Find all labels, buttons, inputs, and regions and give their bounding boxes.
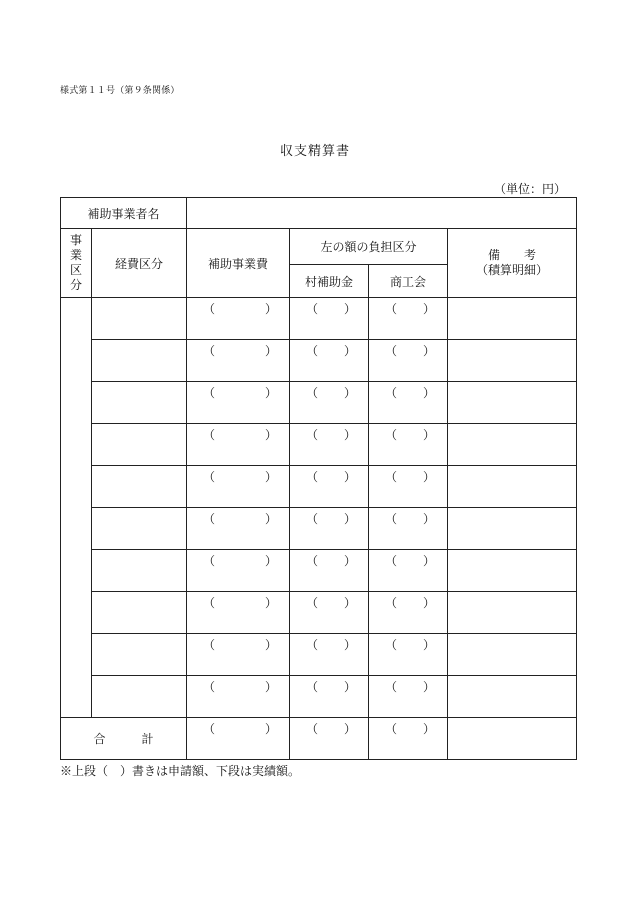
- project-cost-cell[interactable]: [187, 508, 290, 550]
- total-chamber-cell[interactable]: [369, 718, 448, 760]
- close-paren: ）: [264, 596, 277, 610]
- village-subsidy-cell[interactable]: [290, 340, 369, 382]
- open-paren: （: [203, 638, 216, 652]
- open-paren: （: [203, 512, 216, 526]
- table-row: [61, 550, 577, 592]
- open-paren: （: [306, 470, 319, 484]
- remarks-cell[interactable]: [448, 634, 577, 676]
- village-subsidy-cell[interactable]: [290, 676, 369, 718]
- project-cost-cell[interactable]: [187, 424, 290, 466]
- remarks-cell[interactable]: [448, 340, 577, 382]
- expense-header: 経費区分: [92, 229, 187, 298]
- total-row: [61, 718, 577, 760]
- open-paren: （: [385, 344, 398, 358]
- category-header-text: 事 業 区 分: [69, 233, 82, 292]
- open-paren: （: [203, 302, 216, 316]
- open-paren: （: [306, 302, 319, 316]
- close-paren: ）: [264, 680, 277, 694]
- expense-cell[interactable]: [92, 298, 187, 340]
- table-row: [61, 382, 577, 424]
- close-paren: ）: [264, 344, 277, 358]
- applicant-input[interactable]: [187, 198, 577, 229]
- chamber-cell[interactable]: [369, 592, 448, 634]
- chamber-cell[interactable]: [369, 508, 448, 550]
- village-subsidy-cell[interactable]: [290, 424, 369, 466]
- chamber-cell[interactable]: [369, 424, 448, 466]
- open-paren: （: [203, 386, 216, 400]
- close-paren: ）: [343, 554, 356, 568]
- close-paren: ）: [422, 470, 435, 484]
- close-paren: ）: [422, 596, 435, 610]
- open-paren: （: [385, 470, 398, 484]
- village-subsidy-cell[interactable]: [290, 298, 369, 340]
- remarks-cell[interactable]: [448, 676, 577, 718]
- open-paren: （: [385, 302, 398, 316]
- open-paren: （: [385, 554, 398, 568]
- close-paren: ）: [264, 302, 277, 316]
- close-paren: ）: [264, 638, 277, 652]
- category-cell[interactable]: [61, 298, 92, 718]
- remarks-cell[interactable]: [448, 550, 577, 592]
- project-cost-header: 補助事業費: [187, 229, 290, 298]
- close-paren: ）: [264, 512, 277, 526]
- expense-cell[interactable]: [92, 592, 187, 634]
- chamber-cell[interactable]: [369, 298, 448, 340]
- close-paren: ）: [264, 470, 277, 484]
- table-row: [61, 592, 577, 634]
- village-subsidy-header: 村補助金: [290, 265, 369, 298]
- total-remarks-cell[interactable]: [448, 718, 577, 760]
- remarks-cell[interactable]: [448, 466, 577, 508]
- close-paren: ）: [343, 470, 356, 484]
- category-header: [61, 229, 92, 298]
- close-paren: ）: [343, 638, 356, 652]
- close-paren: ）: [343, 680, 356, 694]
- close-paren: ）: [422, 344, 435, 358]
- table-row: [61, 634, 577, 676]
- open-paren: （: [306, 386, 319, 400]
- project-cost-cell[interactable]: [187, 466, 290, 508]
- village-subsidy-cell[interactable]: [290, 592, 369, 634]
- open-paren: （: [203, 596, 216, 610]
- expense-cell[interactable]: [92, 550, 187, 592]
- project-cost-cell[interactable]: [187, 298, 290, 340]
- project-cost-cell[interactable]: [187, 340, 290, 382]
- close-paren: ）: [422, 512, 435, 526]
- close-paren: ）: [422, 722, 435, 736]
- project-cost-cell[interactable]: [187, 676, 290, 718]
- village-subsidy-cell[interactable]: [290, 508, 369, 550]
- close-paren: ）: [343, 512, 356, 526]
- open-paren: （: [385, 386, 398, 400]
- close-paren: ）: [264, 722, 277, 736]
- unit-label: （単位：円）: [494, 182, 567, 196]
- chamber-cell[interactable]: [369, 634, 448, 676]
- open-paren: （: [306, 512, 319, 526]
- chamber-cell[interactable]: [369, 340, 448, 382]
- chamber-cell[interactable]: [369, 550, 448, 592]
- village-subsidy-cell[interactable]: [290, 466, 369, 508]
- applicant-row: [61, 198, 577, 229]
- chamber-cell[interactable]: [369, 466, 448, 508]
- open-paren: （: [203, 722, 216, 736]
- remarks-label: 備 考: [487, 248, 536, 262]
- open-paren: （: [203, 554, 216, 568]
- close-paren: ）: [343, 344, 356, 358]
- table-row: [61, 466, 577, 508]
- remarks-cell[interactable]: [448, 298, 577, 340]
- remarks-cell[interactable]: [448, 424, 577, 466]
- total-label: 合 計: [61, 718, 187, 760]
- close-paren: ）: [422, 680, 435, 694]
- village-subsidy-cell[interactable]: [290, 634, 369, 676]
- open-paren: （: [306, 680, 319, 694]
- project-cost-cell[interactable]: [187, 550, 290, 592]
- header-row: [61, 229, 577, 265]
- expense-cell[interactable]: [92, 382, 187, 424]
- close-paren: ）: [264, 554, 277, 568]
- open-paren: （: [306, 638, 319, 652]
- table-row: [61, 424, 577, 466]
- close-paren: ）: [422, 638, 435, 652]
- project-cost-cell[interactable]: [187, 382, 290, 424]
- remarks-sub: （積算明細）: [475, 263, 548, 277]
- project-cost-cell[interactable]: [187, 634, 290, 676]
- close-paren: ）: [343, 428, 356, 442]
- expense-cell[interactable]: [92, 340, 187, 382]
- open-paren: （: [306, 596, 319, 610]
- village-subsidy-cell[interactable]: [290, 550, 369, 592]
- total-project-cost-cell[interactable]: [187, 718, 290, 760]
- open-paren: （: [385, 428, 398, 442]
- open-paren: （: [203, 470, 216, 484]
- footer-note: ※上段（ ）書きは申請額、下段は実績額。: [60, 764, 301, 778]
- chamber-cell[interactable]: [369, 676, 448, 718]
- expense-cell[interactable]: [92, 634, 187, 676]
- close-paren: ）: [422, 554, 435, 568]
- expense-cell[interactable]: [92, 676, 187, 718]
- close-paren: ）: [343, 302, 356, 316]
- open-paren: （: [203, 680, 216, 694]
- open-paren: （: [203, 428, 216, 442]
- open-paren: （: [306, 428, 319, 442]
- open-paren: （: [306, 722, 319, 736]
- page-title: 収支精算書: [279, 144, 350, 159]
- remarks-cell[interactable]: [448, 382, 577, 424]
- table-row: [61, 676, 577, 718]
- remarks-cell[interactable]: [448, 508, 577, 550]
- close-paren: ）: [264, 428, 277, 442]
- open-paren: （: [306, 554, 319, 568]
- close-paren: ）: [422, 428, 435, 442]
- expense-cell[interactable]: [92, 424, 187, 466]
- open-paren: （: [385, 596, 398, 610]
- table-row: [61, 508, 577, 550]
- open-paren: （: [385, 638, 398, 652]
- close-paren: ）: [343, 722, 356, 736]
- close-paren: ）: [422, 386, 435, 400]
- close-paren: ）: [422, 302, 435, 316]
- open-paren: （: [306, 344, 319, 358]
- project-cost-cell[interactable]: [187, 592, 290, 634]
- form-number: 様式第１１号（第９条関係）: [60, 86, 180, 96]
- chamber-cell[interactable]: [369, 382, 448, 424]
- table-row: [61, 298, 577, 340]
- close-paren: ）: [264, 386, 277, 400]
- total-village-subsidy-cell[interactable]: [290, 718, 369, 760]
- open-paren: （: [203, 344, 216, 358]
- expense-cell[interactable]: [92, 508, 187, 550]
- chamber-header: 商工会: [369, 265, 448, 298]
- open-paren: （: [385, 512, 398, 526]
- settlement-table: [60, 197, 577, 760]
- village-subsidy-cell[interactable]: [290, 382, 369, 424]
- open-paren: （: [385, 722, 398, 736]
- open-paren: （: [385, 680, 398, 694]
- remarks-header: [448, 229, 577, 298]
- expense-cell[interactable]: [92, 466, 187, 508]
- table-row: [61, 340, 577, 382]
- burden-header: 左の額の負担区分: [290, 229, 448, 265]
- close-paren: ）: [343, 386, 356, 400]
- remarks-cell[interactable]: [448, 592, 577, 634]
- applicant-label: 補助事業者名: [61, 198, 187, 229]
- close-paren: ）: [343, 596, 356, 610]
